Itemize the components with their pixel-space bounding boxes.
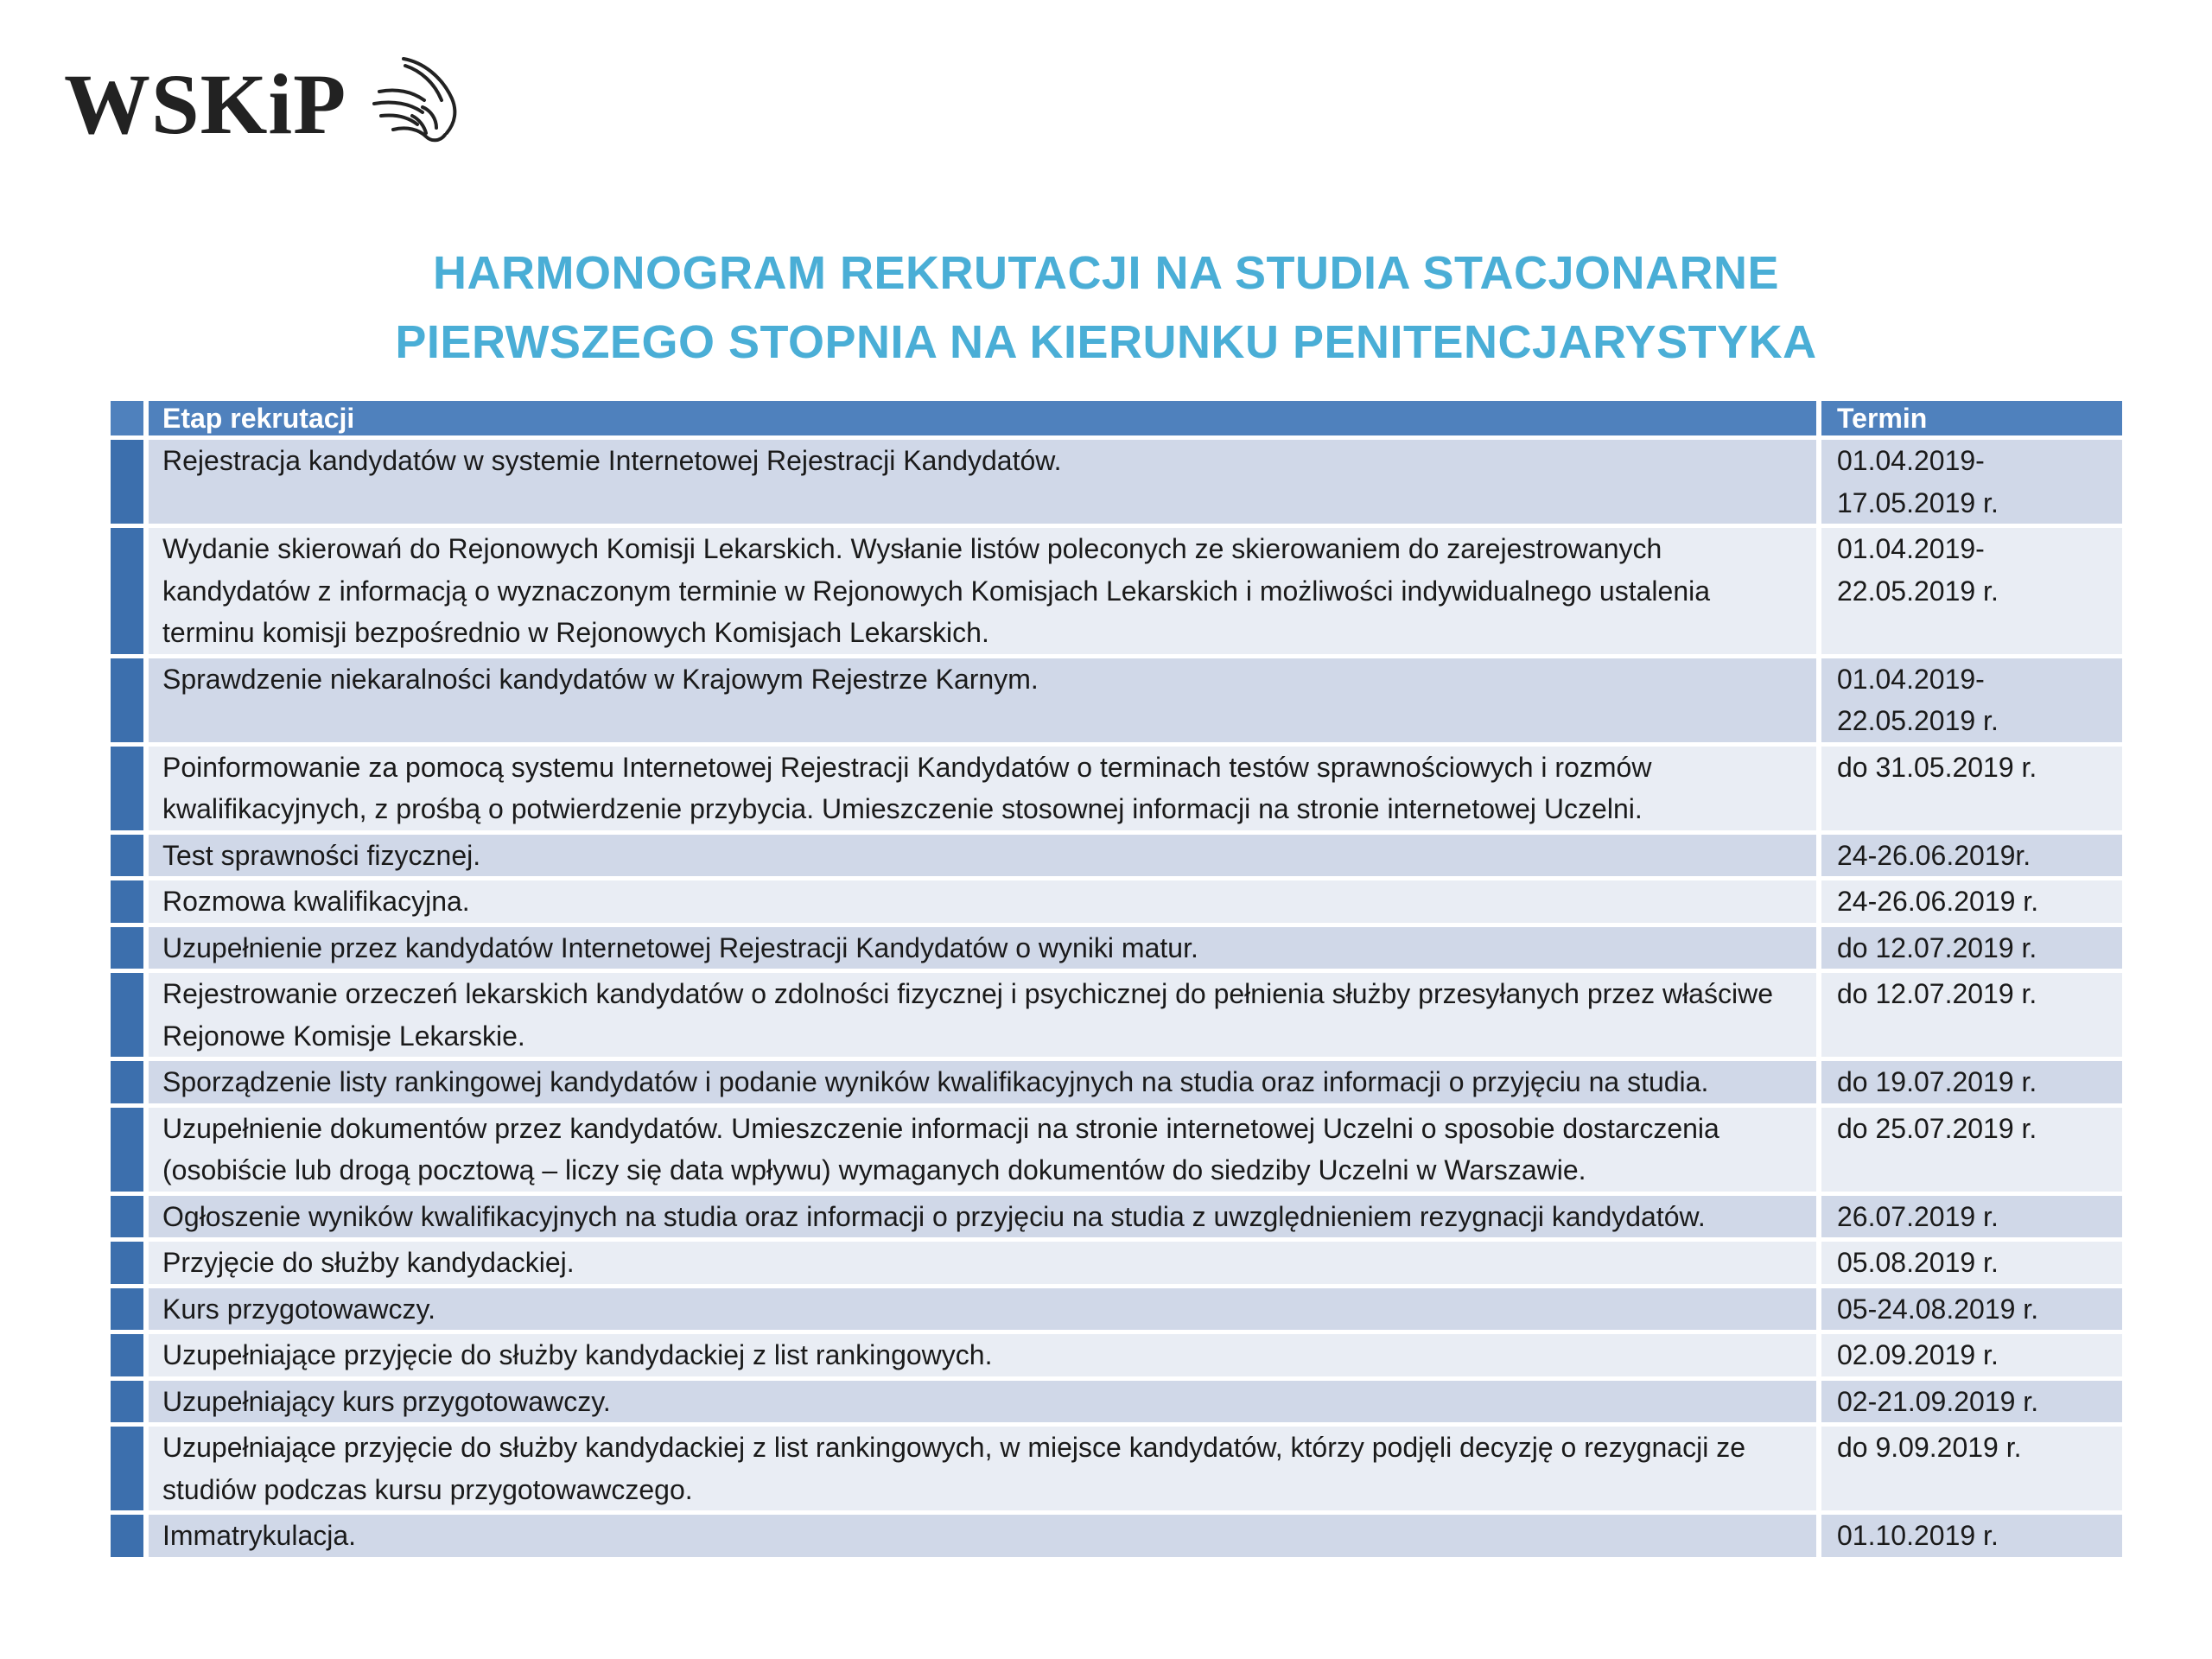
row-marker [111, 880, 143, 923]
row-stage: Immatrykulacja. [149, 1515, 1816, 1557]
row-date: 24-26.06.2019r. [1821, 835, 2122, 877]
table-row [111, 1427, 2122, 1510]
row-marker [111, 1196, 143, 1238]
row-stage: Uzupełnienie przez kandydatów Internetowej Rejestracji Kandydatów o wyniki matur. [149, 927, 1816, 969]
row-stage: Uzupełniające przyjęcie do służby kandydackiej z list rankingowych, w miejsce kandydatów, którzy podjęli decyzję o rezygnacji ze studiów podczas kursu przygotowawczego. [149, 1427, 1816, 1510]
row-date: 24-26.06.2019 r. [1821, 880, 2122, 923]
table-row [111, 1108, 2122, 1192]
table-row [111, 1288, 2122, 1331]
row-marker [111, 1515, 143, 1557]
row-date: 26.07.2019 r. [1821, 1196, 2122, 1238]
table-row [111, 927, 2122, 969]
row-marker [111, 835, 143, 877]
row-marker [111, 927, 143, 969]
table-row [111, 1515, 2122, 1557]
page-title [0, 238, 2212, 377]
row-date: do 12.07.2019 r. [1821, 927, 2122, 969]
row-marker [111, 1108, 143, 1192]
row-stage: Test sprawności fizycznej. [149, 835, 1816, 877]
row-date: 01.04.2019- 22.05.2019 r. [1821, 528, 2122, 654]
row-stage: Uzupełnienie dokumentów przez kandydatów. Umieszczenie informacji na stronie internetowej Uczelni o sposobie dostarczenia (osobiście lub drogą pocztową – liczy się data wpływu) wymaganych dokumentów do siedziby Uczelni w Warszawie. [149, 1108, 1816, 1192]
row-date: 02-21.09.2019 r. [1821, 1381, 2122, 1423]
row-stage: Rejestrowanie orzeczeń lekarskich kandydatów o zdolności fizycznej i psychicznej do pełnienia służby przesyłanych przez właściwe Rejonowe Komisje Lekarskie. [149, 973, 1816, 1057]
row-marker [111, 528, 143, 654]
table-row [111, 1381, 2122, 1423]
row-date: do 12.07.2019 r. [1821, 973, 2122, 1057]
row-marker [111, 658, 143, 742]
row-stage: Kurs przygotowawczy. [149, 1288, 1816, 1331]
row-marker [111, 1242, 143, 1284]
row-date: 05.08.2019 r. [1821, 1242, 2122, 1284]
header-stage: Etap rekrutacji [149, 401, 1816, 435]
row-date: do 25.07.2019 r. [1821, 1108, 2122, 1192]
row-stage: Rozmowa kwalifikacyjna. [149, 880, 1816, 923]
row-date: 01.10.2019 r. [1821, 1515, 2122, 1557]
table-row [111, 973, 2122, 1057]
logo-text: WSKiP [64, 55, 347, 152]
table-row [111, 658, 2122, 742]
row-stage: Rejestracja kandydatów w systemie Internetowej Rejestracji Kandydatów. [149, 440, 1816, 524]
table-row [111, 1242, 2122, 1284]
row-date: do 19.07.2019 r. [1821, 1061, 2122, 1103]
row-stage: Ogłoszenie wyników kwalifikacyjnych na studia oraz informacji o przyjęciu na studia z uwzględnieniem rezygnacji kandydatów. [149, 1196, 1816, 1238]
row-marker [111, 1334, 143, 1376]
schedule-table [111, 397, 2122, 1561]
row-marker [111, 1427, 143, 1510]
table-body [111, 440, 2122, 1557]
logo [64, 50, 466, 158]
table-row [111, 1196, 2122, 1238]
table-row [111, 440, 2122, 524]
title-line-1: HARMONOGRAM REKRUTACJI NA STUDIA STACJONARNE [433, 247, 1779, 299]
eagle-icon [362, 50, 466, 158]
row-stage: Wydanie skierowań do Rejonowych Komisji Lekarskich. Wysłanie listów poleconych ze skierowaniem do zarejestrowanych kandydatów z informacją o wyznaczonym terminie w Rejonowych Komisjach Lekarskich i możliwości indywidualnego ustalenia terminu komisji bezpośrednio w Rejonowych Komisjach Lekarskich. [149, 528, 1816, 654]
row-date: do 9.09.2019 r. [1821, 1427, 2122, 1510]
row-marker [111, 440, 143, 524]
row-date: 05-24.08.2019 r. [1821, 1288, 2122, 1331]
header-date: Termin [1821, 401, 2122, 435]
table-row [111, 1334, 2122, 1376]
table-row [111, 835, 2122, 877]
row-stage: Uzupełniające przyjęcie do służby kandydackiej z list rankingowych. [149, 1334, 1816, 1376]
header-marker [111, 401, 143, 435]
row-marker [111, 1061, 143, 1103]
table-row [111, 528, 2122, 654]
table-row [111, 880, 2122, 923]
row-marker [111, 1381, 143, 1423]
row-marker [111, 747, 143, 830]
row-stage: Sporządzenie listy rankingowej kandydatów i podanie wyników kwalifikacyjnych na studia oraz informacji o przyjęciu na studia. [149, 1061, 1816, 1103]
row-stage: Sprawdzenie niekaralności kandydatów w Krajowym Rejestrze Karnym. [149, 658, 1816, 742]
table-row [111, 1061, 2122, 1103]
table-row [111, 747, 2122, 830]
row-marker [111, 973, 143, 1057]
row-marker [111, 1288, 143, 1331]
row-stage: Poinformowanie za pomocą systemu Internetowej Rejestracji Kandydatów o terminach testów sprawnościowych i rozmów kwalifikacyjnych, z prośbą o potwierdzenie przybycia. Umieszczenie stosownej informacji na stronie internetowej Uczelni. [149, 747, 1816, 830]
row-stage: Przyjęcie do służby kandydackiej. [149, 1242, 1816, 1284]
table-header-row [111, 401, 2122, 435]
row-stage: Uzupełniający kurs przygotowawczy. [149, 1381, 1816, 1423]
title-line-2: PIERWSZEGO STOPNIA NA KIERUNKU PENITENCJARYSTYKA [395, 316, 1817, 368]
row-date: 01.04.2019- 22.05.2019 r. [1821, 658, 2122, 742]
row-date: 01.04.2019- 17.05.2019 r. [1821, 440, 2122, 524]
row-date: 02.09.2019 r. [1821, 1334, 2122, 1376]
row-date: do 31.05.2019 r. [1821, 747, 2122, 830]
